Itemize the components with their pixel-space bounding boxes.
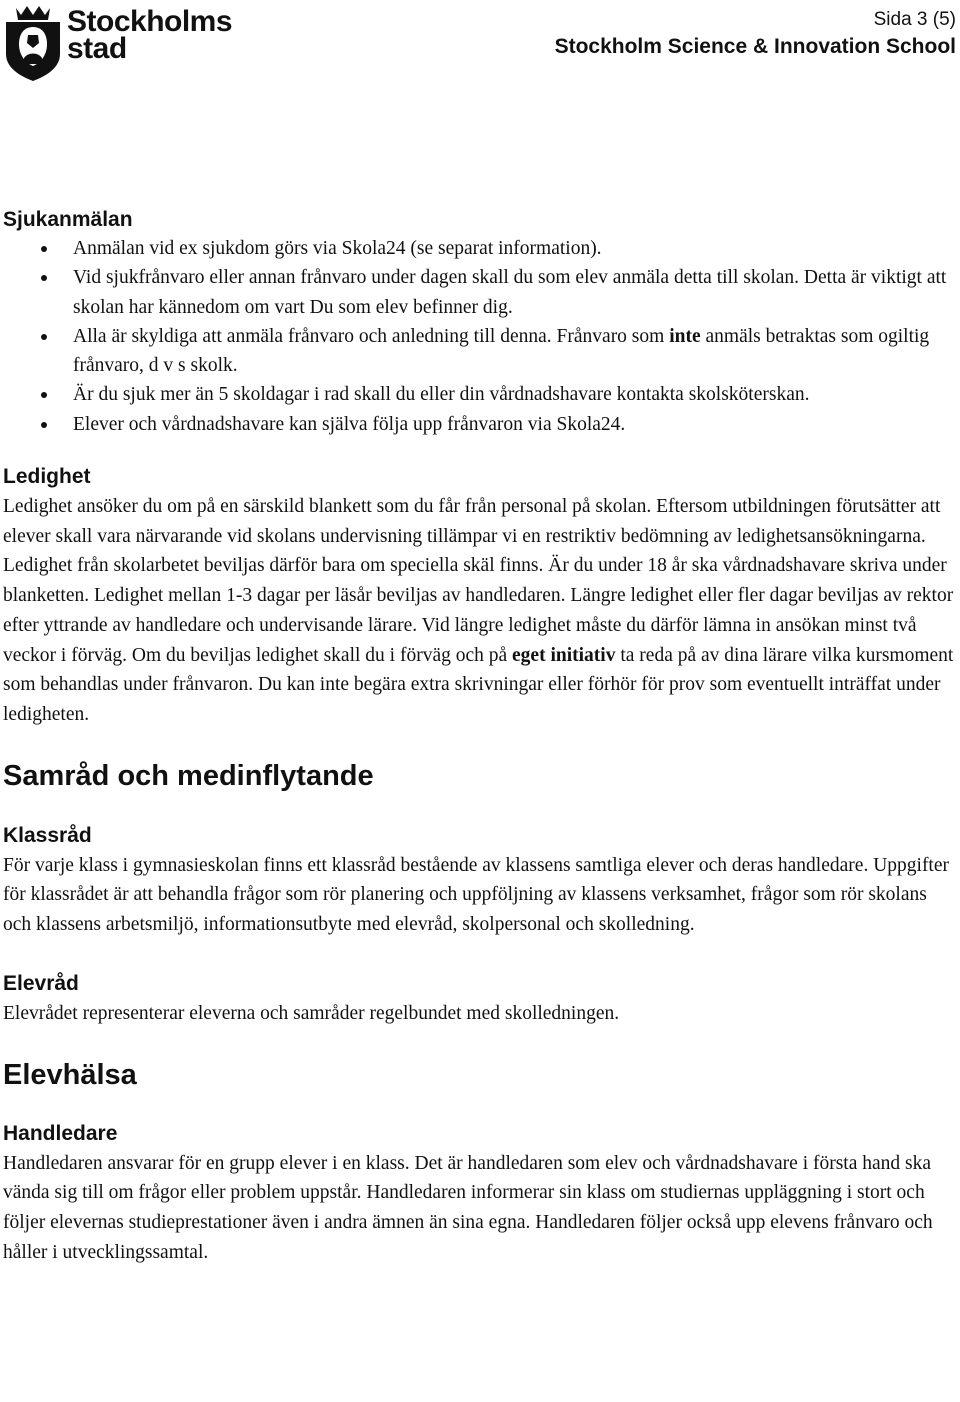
heading-elevhalsa: Elevhälsa bbox=[3, 1058, 137, 1091]
stockholms-stad-logo bbox=[0, 0, 240, 84]
heading-ledighet: Ledighet bbox=[3, 465, 91, 489]
logo-wordmark-line1: Stockholms bbox=[67, 5, 233, 38]
klassrad-paragraph: För varje klass i gymnasieskolan finns ett klassråd bestående av klassens samtliga elever och deras handledare. Uppgifter för klassrådet är att behandla frågor som rör planering och uppföljning av klassens verksamhet, frågor som rör skolans och klassens arbetsmiljö, informationsutbyte med elevråd, skolpersonal och skolledning. bbox=[3, 854, 949, 936]
page-number: Sida 3 (5) bbox=[873, 9, 956, 30]
list-item-text: Är du sjuk mer än 5 skoldagar i rad skall du eller din vårdnadshavare kontakta skolsköterskan. bbox=[73, 384, 810, 406]
list-item bbox=[3, 410, 955, 439]
list-item bbox=[3, 380, 955, 409]
elevrad-paragraph: Elevrådet representerar eleverna och samråder regelbundet med skolledningen. bbox=[3, 1002, 620, 1024]
heading-klassrad: Klassråd bbox=[3, 823, 92, 847]
heading-sjukanmalan: Sjukanmälan bbox=[3, 208, 133, 231]
paragraph-text: Ledighet ansöker du om på en särskild blankett som du får från personal på skolan. Eftersom utbildningen förutsätter att elever skall vara närvarande vid skolans undervisning tillämpar vi en restriktiv bedömning av ledighetsansökningarna. Ledighet från skolarbetet beviljas därför bara om speciella skäl finns. Är du under 18 år ska vårdnadshavare skriva under blanketten. Ledighet mellan 1-3 dagar per läsår beviljas av handledaren. Längre ledighet eller fler dagar beviljas av rektor efter yttrande av handledare och undervisande lärare. Vid längre ledighet måste du därför lämna in ansökan minst två veckor i förväg. Om du beviljas ledighet skall du i förväg och på bbox=[3, 496, 954, 666]
list-item-text: Alla är skyldiga att anmäla frånvaro och anledning till denna. Frånvaro som bbox=[73, 325, 670, 347]
heading-handledare: Handledare bbox=[3, 1121, 118, 1145]
paragraph-text: ta reda på av dina lärare vilka kursmoment som behandlas under frånvaron. Du kan inte begära extra skrivningar eller förhör för prov som eventuellt inträffat under ledigheten. bbox=[3, 644, 954, 725]
logo-wordmark-line2: stad bbox=[67, 32, 127, 65]
school-name: Stockholm Science & Innovation School bbox=[554, 35, 956, 58]
list-item-text: Anmälan vid ex sjukdom görs via Skola24 (se separat information). bbox=[73, 238, 602, 259]
list-item-text: Vid sjukfrånvaro eller annan frånvaro under dagen skall du som elev anmäla detta till skolan. Detta är viktigt att skolan har kännedom om vart Du som elev befinner dig. bbox=[73, 267, 947, 318]
document-body bbox=[3, 205, 955, 1267]
ledighet-paragraph bbox=[3, 492, 955, 730]
handledare-paragraph: Handledaren ansvarar för en grupp elever i en klass. Det är handledaren som elev och vårdnadshavare i första hand ska vända sig till om frågor eller problem uppstår. Handledaren informerar sin klass om studiernas uppläggning i stort och följer elevernas studieprestationer även i andra ämnen än sina egna. Handledaren följer också upp elevens frånvaro och håller i utvecklingssamtal. bbox=[3, 1152, 933, 1263]
list-item bbox=[3, 322, 955, 381]
list-item bbox=[3, 263, 955, 322]
heading-samrad: Samråd och medinflytande bbox=[3, 759, 374, 792]
paragraph-emphasis: eget initiativ bbox=[512, 644, 616, 666]
list-item-emphasis: inte bbox=[669, 325, 701, 347]
sjukanmalan-list bbox=[3, 234, 955, 439]
list-item bbox=[3, 234, 955, 263]
page-header bbox=[555, 8, 956, 62]
list-item-text: anmäls betraktas som ogiltig frånvaro, d v s skolk. bbox=[73, 325, 930, 377]
list-item-text: Elever och vårdnadshavare kan själva följa upp frånvaron via Skola24. bbox=[73, 413, 626, 435]
heading-elevrad: Elevråd bbox=[3, 971, 79, 995]
city-crest-icon bbox=[4, 2, 62, 82]
